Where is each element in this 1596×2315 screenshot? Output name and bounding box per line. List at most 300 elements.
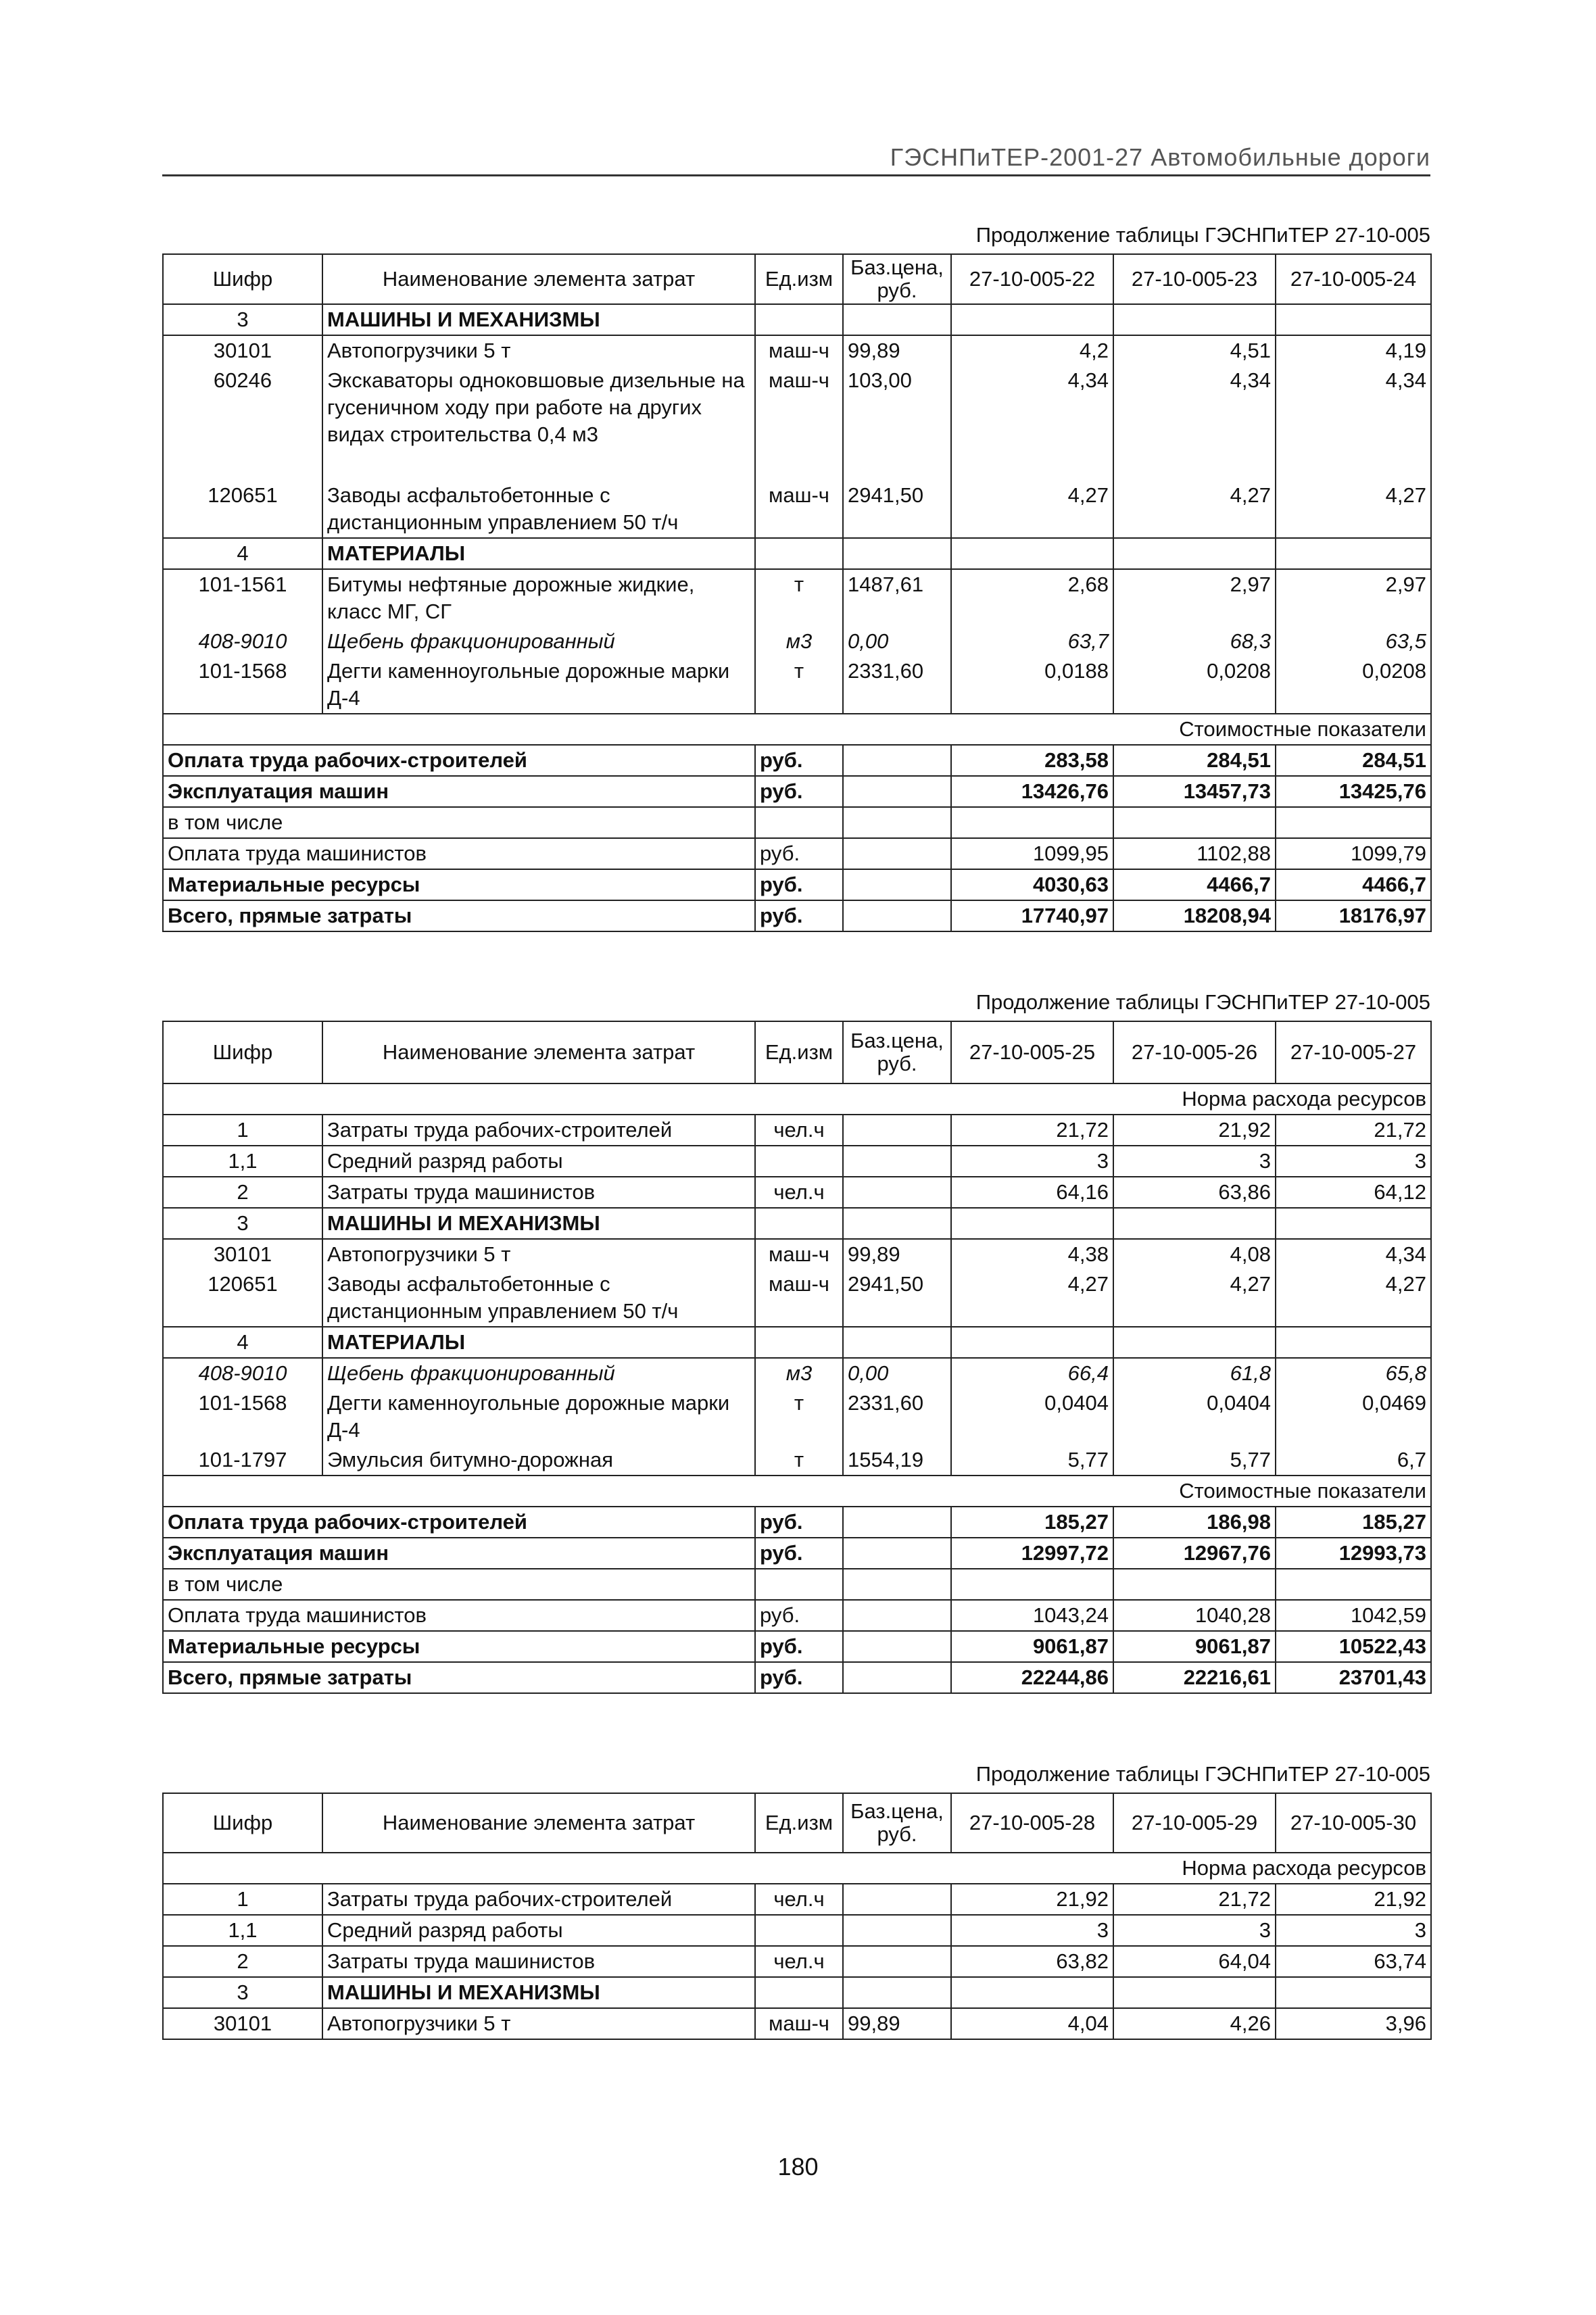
row-value-2: 21,72 <box>1113 1884 1276 1915</box>
row-value-2: 63,86 <box>1113 1177 1276 1208</box>
stat-value-3: 4466,7 <box>1276 869 1431 900</box>
section-row <box>163 1476 1431 1507</box>
table-row <box>163 1269 1431 1327</box>
row-code: 1,1 <box>163 1915 322 1946</box>
row-name: Автопогрузчики 5 т <box>322 2008 755 2039</box>
row-name: Дегти каменноугольные дорожные марки Д-4 <box>322 656 755 714</box>
stat-value-3: 18176,97 <box>1276 900 1431 931</box>
row-unit: чел.ч <box>755 1177 843 1208</box>
table-3 <box>162 1793 1432 2040</box>
row-name: Дегти каменноугольные дорожные марки Д-4 <box>322 1388 755 1445</box>
stat-row <box>163 776 1431 807</box>
row-unit: т <box>755 569 843 627</box>
stat-value-1: 12997,72 <box>951 1538 1113 1569</box>
stat-value-2: 1102,88 <box>1113 838 1276 869</box>
stat-value-2 <box>1113 1569 1276 1600</box>
row-value-1 <box>951 1208 1113 1239</box>
table-row <box>163 538 1431 569</box>
table-row <box>163 335 1431 366</box>
row-code: 60246 <box>163 366 322 481</box>
row-name: МАШИНЫ И МЕХАНИЗМЫ <box>322 1208 755 1239</box>
row-code: 2 <box>163 1946 322 1977</box>
row-unit: маш-ч <box>755 1239 843 1269</box>
row-value-1: 0,0404 <box>951 1388 1113 1445</box>
row-value-2 <box>1113 304 1276 335</box>
row-value-3: 65,8 <box>1276 1358 1431 1388</box>
row-unit: м3 <box>755 627 843 656</box>
col-header-norm-1: 27-10-005-22 <box>951 254 1113 304</box>
stat-value-1: 283,58 <box>951 745 1113 776</box>
section-title: Стоимостные показатели <box>163 1476 1431 1507</box>
row-value-3: 4,19 <box>1276 335 1431 366</box>
row-unit: чел.ч <box>755 1115 843 1146</box>
page-header: ГЭСНПиТЕР-2001-27 Автомобильные дороги <box>162 143 1430 176</box>
stat-name: Всего, прямые затраты <box>163 1662 755 1693</box>
row-value-1 <box>951 538 1113 569</box>
stat-row <box>163 1631 1431 1662</box>
row-value-3: 3,96 <box>1276 2008 1431 2039</box>
row-unit: маш-ч <box>755 335 843 366</box>
row-value-1: 2,68 <box>951 569 1113 627</box>
col-header-norm-3: 27-10-005-30 <box>1276 1793 1431 1853</box>
row-unit <box>755 304 843 335</box>
stat-value-3: 23701,43 <box>1276 1662 1431 1693</box>
row-value-2: 0,0404 <box>1113 1388 1276 1445</box>
row-value-3: 63,5 <box>1276 627 1431 656</box>
table-row <box>163 1208 1431 1239</box>
stat-value-2 <box>1113 807 1276 838</box>
col-header-unit: Ед.изм <box>755 1021 843 1083</box>
row-code: 1 <box>163 1884 322 1915</box>
row-value-2: 4,34 <box>1113 366 1276 481</box>
table-row <box>163 2008 1431 2039</box>
row-code: 3 <box>163 304 322 335</box>
row-value-3: 21,72 <box>1276 1115 1431 1146</box>
stat-unit: руб. <box>755 745 843 776</box>
row-value-3: 6,7 <box>1276 1445 1431 1476</box>
row-price <box>843 1946 951 1977</box>
row-price: 2941,50 <box>843 481 951 538</box>
row-unit <box>755 1146 843 1177</box>
col-header-name: Наименование элемента затрат <box>322 1793 755 1853</box>
row-code: 30101 <box>163 335 322 366</box>
row-price <box>843 1915 951 1946</box>
table-3-caption: Продолжение таблицы ГЭСНПиТЕР 27-10-005 <box>975 1762 1430 1786</box>
section-title: Стоимостные показатели <box>163 714 1431 745</box>
row-unit: маш-ч <box>755 1269 843 1327</box>
stat-empty <box>843 1600 951 1631</box>
stat-value-2: 284,51 <box>1113 745 1276 776</box>
row-value-1: 63,7 <box>951 627 1113 656</box>
table-row <box>163 569 1431 627</box>
row-name: Затраты труда рабочих-строителей <box>322 1884 755 1915</box>
stat-value-2: 13457,73 <box>1113 776 1276 807</box>
row-code: 2 <box>163 1177 322 1208</box>
row-value-1: 4,04 <box>951 2008 1113 2039</box>
table-row <box>163 1445 1431 1476</box>
row-value-1: 21,92 <box>951 1884 1113 1915</box>
table-2-caption: Продолжение таблицы ГЭСНПиТЕР 27-10-005 <box>975 990 1430 1014</box>
row-name: Щебень фракционированный <box>322 1358 755 1388</box>
stat-empty <box>843 900 951 931</box>
row-value-1: 64,16 <box>951 1177 1113 1208</box>
row-value-2: 64,04 <box>1113 1946 1276 1977</box>
stat-empty <box>843 1507 951 1538</box>
row-name: Щебень фракционированный <box>322 627 755 656</box>
row-unit <box>755 1208 843 1239</box>
stat-value-1: 1043,24 <box>951 1600 1113 1631</box>
stat-value-3: 1042,59 <box>1276 1600 1431 1631</box>
table-header-row <box>163 1793 1431 1853</box>
stat-value-1: 22244,86 <box>951 1662 1113 1693</box>
row-price <box>843 1208 951 1239</box>
row-value-3: 3 <box>1276 1915 1431 1946</box>
row-value-1: 63,82 <box>951 1946 1113 1977</box>
page-number: 180 <box>777 2153 819 2180</box>
stat-empty <box>843 1538 951 1569</box>
stat-empty <box>843 869 951 900</box>
stat-value-2: 186,98 <box>1113 1507 1276 1538</box>
row-unit: маш-ч <box>755 2008 843 2039</box>
row-price <box>843 1327 951 1358</box>
stat-row <box>163 1538 1431 1569</box>
col-header-norm-3: 27-10-005-27 <box>1276 1021 1431 1083</box>
stat-unit: руб. <box>755 1507 843 1538</box>
row-code: 3 <box>163 1977 322 2008</box>
stat-value-2: 9061,87 <box>1113 1631 1276 1662</box>
row-value-3: 0,0469 <box>1276 1388 1431 1445</box>
row-value-2: 3 <box>1113 1915 1276 1946</box>
col-header-norm-2: 27-10-005-26 <box>1113 1021 1276 1083</box>
row-code: 101-1797 <box>163 1445 322 1476</box>
col-header-norm-2: 27-10-005-23 <box>1113 254 1276 304</box>
row-value-2: 3 <box>1113 1146 1276 1177</box>
row-price: 0,00 <box>843 627 951 656</box>
row-price <box>843 1146 951 1177</box>
col-header-price: Баз.цена, руб. <box>843 1793 951 1853</box>
stat-value-2: 18208,94 <box>1113 900 1276 931</box>
row-unit: чел.ч <box>755 1884 843 1915</box>
row-value-1 <box>951 1327 1113 1358</box>
stat-row <box>163 1600 1431 1631</box>
row-name: Средний разряд работы <box>322 1146 755 1177</box>
row-name: МАШИНЫ И МЕХАНИЗМЫ <box>322 304 755 335</box>
row-price: 99,89 <box>843 2008 951 2039</box>
stat-row <box>163 745 1431 776</box>
table-row <box>163 1884 1431 1915</box>
stat-value-3: 12993,73 <box>1276 1538 1431 1569</box>
row-name: Экскаваторы одноковшовые дизельные на гусеничном ходу при работе на других видах строительства 0,4 м3 <box>322 366 755 481</box>
stat-empty <box>843 776 951 807</box>
stat-value-1: 4030,63 <box>951 869 1113 900</box>
stat-name: в том числе <box>163 1569 755 1600</box>
table-row <box>163 1977 1431 2008</box>
stat-value-2: 4466,7 <box>1113 869 1276 900</box>
row-price <box>843 1884 951 1915</box>
table-row <box>163 656 1431 714</box>
row-unit: маш-ч <box>755 481 843 538</box>
row-value-3 <box>1276 304 1431 335</box>
row-value-3 <box>1276 1977 1431 2008</box>
row-code: 4 <box>163 1327 322 1358</box>
row-price: 99,89 <box>843 335 951 366</box>
row-code: 408-9010 <box>163 1358 322 1388</box>
row-value-2 <box>1113 1977 1276 2008</box>
stat-unit: руб. <box>755 900 843 931</box>
row-value-3: 4,34 <box>1276 366 1431 481</box>
row-unit: чел.ч <box>755 1946 843 1977</box>
row-name: МАТЕРИАЛЫ <box>322 1327 755 1358</box>
stat-value-2: 12967,76 <box>1113 1538 1276 1569</box>
row-value-3: 21,92 <box>1276 1884 1431 1915</box>
row-unit <box>755 1915 843 1946</box>
table-1 <box>162 253 1432 932</box>
stat-name: Эксплуатация машин <box>163 1538 755 1569</box>
table-row <box>163 481 1431 538</box>
row-code: 408-9010 <box>163 627 322 656</box>
row-value-2 <box>1113 1327 1276 1358</box>
stat-value-3 <box>1276 807 1431 838</box>
row-code: 101-1568 <box>163 1388 322 1445</box>
stat-unit: руб. <box>755 838 843 869</box>
col-header-price: Баз.цена, руб. <box>843 254 951 304</box>
stat-value-3: 1099,79 <box>1276 838 1431 869</box>
row-value-2: 2,97 <box>1113 569 1276 627</box>
stat-unit: руб. <box>755 776 843 807</box>
col-header-name: Наименование элемента затрат <box>322 1021 755 1083</box>
table-row <box>163 1327 1431 1358</box>
table-header-row <box>163 1021 1431 1083</box>
stat-empty <box>843 745 951 776</box>
stat-name: Оплата труда машинистов <box>163 838 755 869</box>
row-unit: маш-ч <box>755 366 843 481</box>
stat-value-3: 284,51 <box>1276 745 1431 776</box>
stat-row <box>163 1569 1431 1600</box>
row-value-1: 3 <box>951 1146 1113 1177</box>
row-value-3 <box>1276 538 1431 569</box>
row-unit: м3 <box>755 1358 843 1388</box>
row-value-1 <box>951 304 1113 335</box>
col-header-code: Шифр <box>163 254 322 304</box>
stat-name: Материальные ресурсы <box>163 1631 755 1662</box>
stat-value-1: 17740,97 <box>951 900 1113 931</box>
row-price: 2331,60 <box>843 656 951 714</box>
row-value-2: 0,0208 <box>1113 656 1276 714</box>
stat-empty <box>843 838 951 869</box>
stat-unit: руб. <box>755 1631 843 1662</box>
row-value-1: 4,27 <box>951 481 1113 538</box>
row-value-1: 21,72 <box>951 1115 1113 1146</box>
row-name: Затраты труда машинистов <box>322 1177 755 1208</box>
row-value-2 <box>1113 538 1276 569</box>
row-unit: т <box>755 1445 843 1476</box>
row-value-1: 0,0188 <box>951 656 1113 714</box>
norm-title: Норма расхода ресурсов <box>163 1083 1431 1115</box>
row-code: 1 <box>163 1115 322 1146</box>
table-2 <box>162 1021 1432 1694</box>
col-header-code: Шифр <box>163 1021 322 1083</box>
stat-value-3: 185,27 <box>1276 1507 1431 1538</box>
row-value-2: 5,77 <box>1113 1445 1276 1476</box>
stat-name: Оплата труда машинистов <box>163 1600 755 1631</box>
row-value-1: 4,2 <box>951 335 1113 366</box>
col-header-norm-3: 27-10-005-24 <box>1276 254 1431 304</box>
col-header-unit: Ед.изм <box>755 254 843 304</box>
row-code: 101-1568 <box>163 656 322 714</box>
row-value-2: 4,27 <box>1113 1269 1276 1327</box>
stat-value-3: 13425,76 <box>1276 776 1431 807</box>
row-value-2: 61,8 <box>1113 1358 1276 1388</box>
stat-row <box>163 900 1431 931</box>
table-row <box>163 1177 1431 1208</box>
row-value-3: 4,27 <box>1276 1269 1431 1327</box>
table-row <box>163 627 1431 656</box>
row-price <box>843 304 951 335</box>
row-unit <box>755 1327 843 1358</box>
row-value-3 <box>1276 1208 1431 1239</box>
stat-name: Материальные ресурсы <box>163 869 755 900</box>
stat-empty <box>843 807 951 838</box>
row-value-1: 3 <box>951 1915 1113 1946</box>
row-value-3: 0,0208 <box>1276 656 1431 714</box>
row-code: 30101 <box>163 2008 322 2039</box>
stat-name: Оплата труда рабочих-строителей <box>163 745 755 776</box>
stat-value-1: 9061,87 <box>951 1631 1113 1662</box>
row-value-3: 3 <box>1276 1146 1431 1177</box>
row-value-1: 5,77 <box>951 1445 1113 1476</box>
section-row <box>163 1853 1431 1884</box>
row-price: 103,00 <box>843 366 951 481</box>
row-price: 1487,61 <box>843 569 951 627</box>
row-price: 0,00 <box>843 1358 951 1388</box>
row-value-2: 21,92 <box>1113 1115 1276 1146</box>
row-unit <box>755 1977 843 2008</box>
row-value-3: 4,34 <box>1276 1239 1431 1269</box>
section-row <box>163 1083 1431 1115</box>
row-code: 101-1561 <box>163 569 322 627</box>
row-name: Заводы асфальтобетонные с дистанционным управлением 50 т/ч <box>322 1269 755 1327</box>
row-value-3: 4,27 <box>1276 481 1431 538</box>
stat-unit: руб. <box>755 1600 843 1631</box>
stat-value-1 <box>951 1569 1113 1600</box>
row-code: 30101 <box>163 1239 322 1269</box>
stat-value-1: 185,27 <box>951 1507 1113 1538</box>
stat-row <box>163 869 1431 900</box>
stat-empty <box>843 1631 951 1662</box>
stat-value-2: 22216,61 <box>1113 1662 1276 1693</box>
row-price: 1554,19 <box>843 1445 951 1476</box>
table-row <box>163 1115 1431 1146</box>
row-name: Автопогрузчики 5 т <box>322 335 755 366</box>
row-value-1: 66,4 <box>951 1358 1113 1388</box>
row-value-2: 68,3 <box>1113 627 1276 656</box>
row-name: Эмульсия битумно-дорожная <box>322 1445 755 1476</box>
stat-value-3 <box>1276 1569 1431 1600</box>
stat-unit: руб. <box>755 1538 843 1569</box>
row-value-1: 4,34 <box>951 366 1113 481</box>
row-name: Затраты труда рабочих-строителей <box>322 1115 755 1146</box>
stat-value-1: 13426,76 <box>951 776 1113 807</box>
stat-row <box>163 1662 1431 1693</box>
stat-value-3: 10522,43 <box>1276 1631 1431 1662</box>
row-price: 99,89 <box>843 1239 951 1269</box>
row-name: Заводы асфальтобетонные с дистанционным управлением 50 т/ч <box>322 481 755 538</box>
row-value-3: 63,74 <box>1276 1946 1431 1977</box>
stat-unit <box>755 807 843 838</box>
row-code: 120651 <box>163 481 322 538</box>
table-row <box>163 1946 1431 1977</box>
stat-empty <box>843 1569 951 1600</box>
table-1-caption: Продолжение таблицы ГЭСНПиТЕР 27-10-005 <box>975 223 1430 247</box>
row-name: Автопогрузчики 5 т <box>322 1239 755 1269</box>
stat-value-1 <box>951 807 1113 838</box>
row-name: Затраты труда машинистов <box>322 1946 755 1977</box>
row-price <box>843 538 951 569</box>
col-header-unit: Ед.изм <box>755 1793 843 1853</box>
stat-row <box>163 1507 1431 1538</box>
table-row <box>163 1915 1431 1946</box>
stat-unit: руб. <box>755 869 843 900</box>
row-value-1 <box>951 1977 1113 2008</box>
col-header-norm-2: 27-10-005-29 <box>1113 1793 1276 1853</box>
stat-value-1: 1099,95 <box>951 838 1113 869</box>
row-name: Средний разряд работы <box>322 1915 755 1946</box>
stat-value-2: 1040,28 <box>1113 1600 1276 1631</box>
row-value-2: 4,08 <box>1113 1239 1276 1269</box>
stat-unit: руб. <box>755 1662 843 1693</box>
row-name: МАШИНЫ И МЕХАНИЗМЫ <box>322 1977 755 2008</box>
table-row <box>163 1358 1431 1388</box>
table-header-row <box>163 254 1431 304</box>
row-price <box>843 1977 951 2008</box>
row-value-3: 64,12 <box>1276 1177 1431 1208</box>
table-row <box>163 1146 1431 1177</box>
row-value-2: 4,51 <box>1113 335 1276 366</box>
row-price <box>843 1115 951 1146</box>
col-header-name: Наименование элемента затрат <box>322 254 755 304</box>
row-code: 1,1 <box>163 1146 322 1177</box>
col-header-norm-1: 27-10-005-28 <box>951 1793 1113 1853</box>
norm-title: Норма расхода ресурсов <box>163 1853 1431 1884</box>
stat-name: в том числе <box>163 807 755 838</box>
row-name: Битумы нефтяные дорожные жидкие, класс МГ, СГ <box>322 569 755 627</box>
row-price <box>843 1177 951 1208</box>
table-row <box>163 304 1431 335</box>
row-price: 2941,50 <box>843 1269 951 1327</box>
row-value-1: 4,38 <box>951 1239 1113 1269</box>
table-row <box>163 1388 1431 1445</box>
row-value-3 <box>1276 1327 1431 1358</box>
row-unit <box>755 538 843 569</box>
stat-row <box>163 807 1431 838</box>
row-unit: т <box>755 656 843 714</box>
table-row <box>163 366 1431 481</box>
row-value-1: 4,27 <box>951 1269 1113 1327</box>
row-code: 3 <box>163 1208 322 1239</box>
row-name: МАТЕРИАЛЫ <box>322 538 755 569</box>
row-code: 4 <box>163 538 322 569</box>
col-header-price: Баз.цена, руб. <box>843 1021 951 1083</box>
stat-empty <box>843 1662 951 1693</box>
section-row <box>163 714 1431 745</box>
stat-name: Всего, прямые затраты <box>163 900 755 931</box>
row-unit: т <box>755 1388 843 1445</box>
stat-row <box>163 838 1431 869</box>
stat-name: Оплата труда рабочих-строителей <box>163 1507 755 1538</box>
row-value-2 <box>1113 1208 1276 1239</box>
row-value-3: 2,97 <box>1276 569 1431 627</box>
row-price: 2331,60 <box>843 1388 951 1445</box>
